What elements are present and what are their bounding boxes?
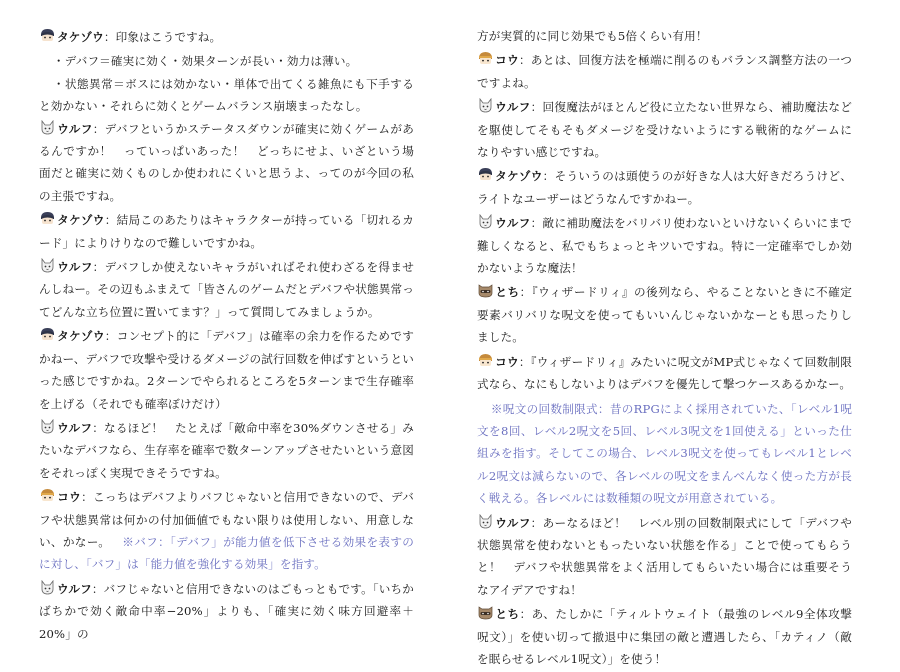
dialogue-wolf	[39, 118, 414, 208]
continued-text: 方が実質的に同じ効果でも5倍くらい有用！	[477, 29, 708, 43]
dialogue-takezou	[477, 165, 852, 210]
bullet-item: ・状態異常＝ボスには効かない・単体で出てくる雑魚にも下手すると効かない・それらに効くとゲームバランス崩壊まったなし。	[39, 76, 414, 114]
dialogue-wolf	[477, 512, 852, 602]
dialogue-kou	[477, 49, 852, 94]
speaker-name: ウルフ	[57, 121, 93, 136]
takezou-avatar-icon	[39, 28, 56, 43]
dialogue-takezou	[39, 209, 414, 254]
wolf-avatar-icon	[39, 419, 56, 434]
speaker-name: ウルフ	[495, 515, 531, 530]
left-column	[39, 26, 414, 647]
speaker-name: ウルフ	[57, 420, 93, 435]
dialogue-text: ：『ウィザードリィ』の後列なら、やることないときに不確定要素バリバリな呪文を使ってもいいんじゃないかなーとも思ったりしました。	[477, 285, 852, 345]
speaker-name: タケゾウ	[495, 169, 543, 184]
speaker-name: タケゾウ	[57, 329, 105, 344]
speaker-name: ウルフ	[57, 581, 92, 596]
annotation-note: ※呪文の回数制限式：昔のRPGによく採用されていた、「レベル1呪文を8回、レベル2呪文を5回、レベル3呪文を1回使える」といった仕組みを指す。そしてこの場合、レベル3呪文を使ってもレベル1とレベル2呪文は減らないので、各レベルの呪文をまんべんなく使った方が長く戦える。各レベルには数種類の呪文が用意されている。	[477, 401, 852, 506]
takezou-avatar-icon	[39, 211, 56, 226]
speaker-name: コウ	[495, 53, 519, 68]
dialogue-text: ：結局このあたりはキャラクターが持っている「切れるカード」によりけりなので難しいですかね。	[39, 213, 415, 250]
dialogue-wolf	[477, 212, 852, 279]
dialogue-kou	[477, 351, 852, 396]
dialogue-text: ：こっちはデバフよりバフじゃないと信用できないので、デバフや状態異常は何かの付加価値でもない限りは使用しない、用意しない、かなー。	[39, 490, 414, 549]
speaker-name: とち	[495, 285, 520, 300]
dialogue-text: ：あ、たしかに「ティルトウェイト（最強のレベル9全体攻撃呪文）」を使い切って撤退中に集団の敵と遭遇したら、「カティノ（敵を眠らせるレベル1呪文）」を使う！	[477, 607, 852, 666]
wolf-avatar-icon	[477, 214, 494, 229]
dialogue-wolf	[477, 96, 852, 163]
speaker-name: ウルフ	[495, 100, 531, 115]
wolf-avatar-icon	[39, 580, 56, 595]
dialogue-text: ：あとは、回復方法を極端に削るのもバランス調整方法の一つですよね。	[477, 53, 852, 90]
speaker-name: コウ	[495, 354, 519, 369]
dialogue-text: ：デバフしか使えないキャラがいればそれ使わざるを得ませんしねー。その辺もふまえて「皆さんのゲームだとデバフや状態異常ってどんな立ち位置に置いてます？」って質問してみましょうか。	[39, 260, 414, 319]
speaker-name: コウ	[57, 490, 82, 505]
dialogue-text: ：印象はこうですね。	[103, 30, 222, 44]
speaker-name: ウルフ	[57, 260, 93, 275]
dialogue-text: ：回復魔法がほとんど役に立たない世界なら、補助魔法などを駆使してそもそもダメージを受けないようにする戦術的なゲームになりやすい感じですね。	[477, 100, 852, 160]
dialogue-text: ：そういうのは頭使うのが好きな人は大好きだろうけど、ライトなユーザーはどうなんですかねー。	[477, 169, 853, 206]
wolf-avatar-icon	[39, 120, 56, 135]
dialogue-text: ：コンセプト的に「デバフ」は確率の余力を作るためですかねー、デバフで攻撃や受けるダメージの試行回数を伸ばすというといった感じですかね。2ターンでやられるところを5ターンまで生存確率を上げる（それでも確率ぼけだけ）	[39, 329, 414, 411]
speaker-name: タケゾウ	[57, 30, 104, 44]
dialogue-wolf	[39, 417, 414, 484]
dialogue-takezou	[39, 26, 414, 48]
wolf-avatar-icon	[39, 258, 56, 273]
dialogue-text: ：『ウィザードリィ』みたいに呪文がMP式じゃなくて回数制限式なら、なにもしないよりはデバフを優先して撃つケースあるかなー。	[477, 354, 852, 392]
dialogue-text: ：なるほど！ たとえば「敵命中率を30%ダウンさせる」みたいなデバフなら、生存率を確率で数ターンアップさせたいという意図をそれっぽく実現できそうですね。	[39, 420, 414, 480]
wolf-avatar-icon	[477, 514, 494, 529]
speaker-name: とち	[495, 607, 520, 622]
takezou-avatar-icon	[477, 167, 494, 182]
dialogue-tochi	[477, 281, 852, 348]
dialogue-text: ：デバフというかステータスダウンが確実に効くゲームがあるんですか！ っていっぱいあった！ どっちにせよ、いざという場面だと確実に効くものしか使われにくいと思うよ、ってのが今回の私の主張ですね。	[39, 121, 415, 203]
takezou-avatar-icon	[39, 327, 56, 342]
kou-avatar-icon	[477, 51, 494, 66]
dialogue-text: ：バフじゃないと信用できないのはごもっともです。「いちかばちかで効く敵命中率−20%」よりも、「確実に効く味方回避率＋20%」の	[39, 581, 414, 641]
annotation-note: ※バフ：「デバフ」が能力値を低下させる効果を表すのに対し、「バフ」は「能力値を強化する効果」を指す。	[39, 534, 415, 572]
dialogue-text: ：敵に補助魔法をバリバリ使わないといけないくらいにまで難しくなると、私でもちょっとキツいですね。特に一定確率でしか効かないような魔法！	[477, 216, 852, 276]
dialogue-text: ：あーなるほど！ レベル別の回数制限式にして「デバフや状態異常を使わないともったいない状態を作る」ことで使ってもらうと！ デバフや状態異常をよく活用してもらいたい場合には重要そうなアイデアですね！	[477, 515, 852, 597]
kou-avatar-icon	[477, 353, 494, 368]
wolf-avatar-icon	[477, 98, 494, 113]
tochi-avatar-icon	[477, 283, 494, 298]
speaker-name: ウルフ	[495, 216, 531, 231]
kou-avatar-icon	[39, 488, 56, 503]
dialogue-wolf	[39, 256, 414, 323]
right-column	[477, 25, 852, 672]
tochi-avatar-icon	[477, 605, 494, 620]
speaker-name: タケゾウ	[57, 213, 105, 228]
dialogue-takezou	[39, 325, 414, 415]
dialogue-tochi	[477, 603, 852, 670]
dialogue-kou	[39, 486, 414, 576]
bullet-item: ・デバフ＝確実に効く・効果ターンが長い・効力は薄い。	[52, 54, 358, 69]
dialogue-wolf	[39, 578, 414, 645]
